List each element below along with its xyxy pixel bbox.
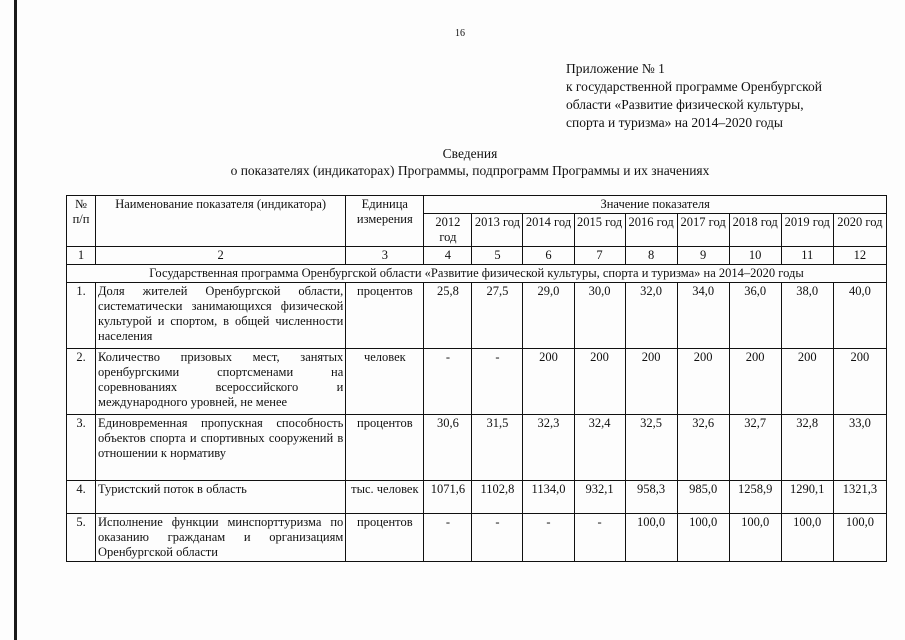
page-number: 16: [455, 28, 465, 39]
row-value: 32,4: [574, 415, 625, 481]
row-value: 30,0: [574, 283, 625, 349]
column-number: 8: [625, 247, 677, 265]
row-value: 100,0: [781, 514, 833, 562]
row-value: 200: [625, 349, 677, 415]
header-year: 2013 год: [472, 214, 523, 247]
column-number: 9: [677, 247, 729, 265]
column-number: 5: [472, 247, 523, 265]
appendix-line: области «Развитие физической культуры,: [566, 97, 804, 112]
row-unit: человек: [346, 349, 424, 415]
header-year: 2017 год: [677, 214, 729, 247]
table-row: [67, 283, 887, 349]
row-value: -: [523, 514, 574, 562]
row-value: 1290,1: [781, 481, 833, 514]
row-value: 1321,3: [833, 481, 886, 514]
row-value: 200: [729, 349, 781, 415]
row-value: 32,0: [625, 283, 677, 349]
row-unit: процентов: [346, 514, 424, 562]
document-heading: [60, 145, 880, 179]
row-value: 958,3: [625, 481, 677, 514]
row-value: 32,8: [781, 415, 833, 481]
header-value: Значение показателя: [424, 196, 887, 214]
row-num: 5.: [67, 514, 96, 562]
row-value: 1102,8: [472, 481, 523, 514]
row-value: 100,0: [625, 514, 677, 562]
column-number: 10: [729, 247, 781, 265]
header-year: 2014 год: [523, 214, 574, 247]
row-value: 27,5: [472, 283, 523, 349]
column-number: 4: [424, 247, 472, 265]
row-value: 1258,9: [729, 481, 781, 514]
row-num: 3.: [67, 415, 96, 481]
row-name: Единовременная пропускная способность объектов спорта и спортивных сооружений в отношении к нормативу: [96, 415, 346, 481]
row-value: -: [472, 514, 523, 562]
table-header-row: [67, 196, 887, 214]
row-name: Количество призовых мест, занятых оренбургскими спортсменами на соревнованиях всероссийского и международного уровней, не менее: [96, 349, 346, 415]
row-value: 38,0: [781, 283, 833, 349]
header-year: 2016 год: [625, 214, 677, 247]
table-row: [67, 514, 887, 562]
table-row: [67, 349, 887, 415]
row-unit: процентов: [346, 415, 424, 481]
row-value: 200: [574, 349, 625, 415]
row-value: 32,5: [625, 415, 677, 481]
row-value: 32,6: [677, 415, 729, 481]
row-value: 40,0: [833, 283, 886, 349]
row-value: 200: [781, 349, 833, 415]
row-value: 200: [833, 349, 886, 415]
row-value: -: [424, 514, 472, 562]
row-num: 4.: [67, 481, 96, 514]
header-num: № п/п: [67, 196, 96, 247]
row-value: -: [472, 349, 523, 415]
indicators-table: [66, 195, 887, 562]
row-value: 32,3: [523, 415, 574, 481]
column-number: 3: [346, 247, 424, 265]
row-value: 33,0: [833, 415, 886, 481]
table-row: [67, 481, 887, 514]
header-unit: Единица измерения: [346, 196, 424, 247]
row-value: -: [424, 349, 472, 415]
row-value: 200: [523, 349, 574, 415]
row-value: 25,8: [424, 283, 472, 349]
header-year: 2012 год: [424, 214, 472, 247]
row-value: 29,0: [523, 283, 574, 349]
row-value: 1071,6: [424, 481, 472, 514]
header-name: Наименование показателя (индикатора): [96, 196, 346, 247]
column-number: 7: [574, 247, 625, 265]
section-title: Государственная программа Оренбургской области «Развитие физической культуры, спорта и туризма» на 2014–2020 годы: [67, 265, 887, 283]
row-num: 2.: [67, 349, 96, 415]
column-number: 1: [67, 247, 96, 265]
row-value: 30,6: [424, 415, 472, 481]
row-unit: процентов: [346, 283, 424, 349]
appendix-line: спорта и туризма» на 2014–2020 годы: [566, 115, 783, 130]
column-number: 2: [96, 247, 346, 265]
row-name: Туристский поток в область: [96, 481, 346, 514]
header-year: 2020 год: [833, 214, 886, 247]
row-value: 100,0: [729, 514, 781, 562]
header-year: 2018 год: [729, 214, 781, 247]
column-number: 12: [833, 247, 886, 265]
row-value: 200: [677, 349, 729, 415]
row-value: 31,5: [472, 415, 523, 481]
column-number: 11: [781, 247, 833, 265]
row-value: 34,0: [677, 283, 729, 349]
heading-subtitle: о показателях (индикаторах) Программы, подпрограмм Программы и их значениях: [230, 163, 710, 178]
column-number-row: [67, 247, 887, 265]
column-number: 6: [523, 247, 574, 265]
row-value: 1134,0: [523, 481, 574, 514]
section-row: [67, 265, 887, 283]
header-year: 2015 год: [574, 214, 625, 247]
row-value: 985,0: [677, 481, 729, 514]
appendix-line: Приложение № 1: [566, 61, 665, 76]
row-value: 36,0: [729, 283, 781, 349]
table-row: [67, 415, 887, 481]
scan-edge-shadow: [14, 0, 17, 640]
row-value: 32,7: [729, 415, 781, 481]
row-name: Доля жителей Оренбургской области, систематически занимающихся физической культурой и спортом, в общей численности населения: [96, 283, 346, 349]
row-value: 100,0: [677, 514, 729, 562]
appendix-line: к государственной программе Оренбургской: [566, 79, 822, 94]
heading-title: Сведения: [442, 146, 498, 161]
row-unit: тыс. человек: [346, 481, 424, 514]
row-name: Исполнение функции минспорттуризма по оказанию гражданам и организациям Оренбургской области: [96, 514, 346, 562]
row-value: 932,1: [574, 481, 625, 514]
row-value: -: [574, 514, 625, 562]
header-year: 2019 год: [781, 214, 833, 247]
row-value: 100,0: [833, 514, 886, 562]
row-num: 1.: [67, 283, 96, 349]
appendix-block: [566, 60, 886, 132]
